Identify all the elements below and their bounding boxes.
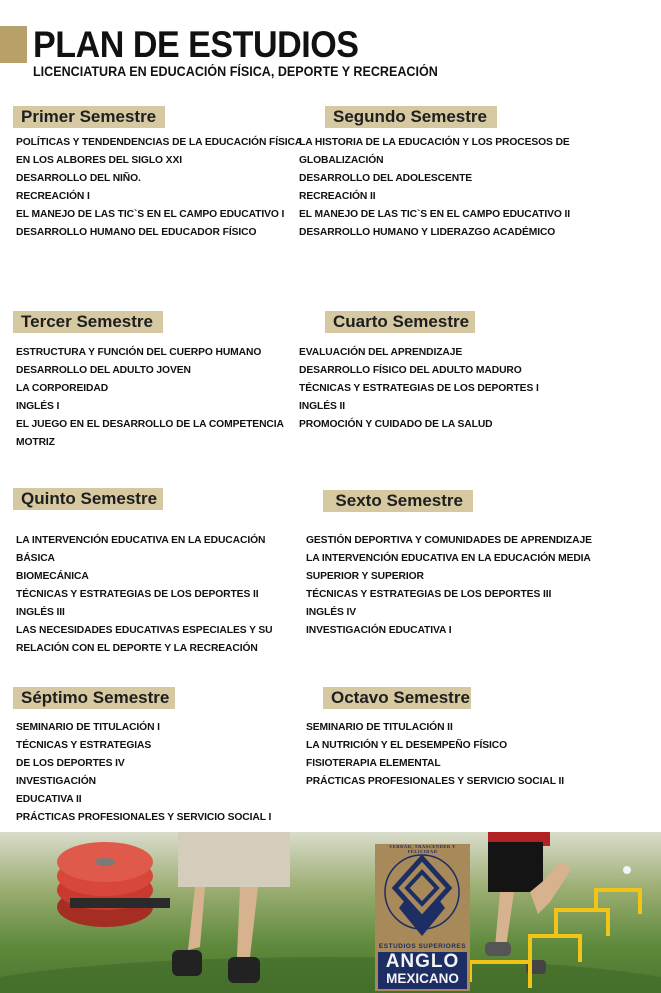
course-item: BÁSICA: [16, 553, 55, 564]
semester-course-list-2: [299, 134, 570, 242]
semester-title: Cuarto Semestre: [325, 311, 475, 333]
semester-course-list-7: [16, 719, 271, 827]
semester-label-5: [13, 488, 163, 510]
course-item: PRÁCTICAS PROFESIONALES Y SERVICIO SOCIAL II: [306, 776, 565, 787]
semester-title: Tercer Semestre: [13, 311, 163, 333]
course-item: TÉCNICAS Y ESTRATEGIAS: [16, 740, 152, 751]
anglo-mexicano-logo: [375, 844, 470, 991]
course-item: POLÍTICAS Y TENDENDENCIAS DE LA EDUCACIÓN FÍSICA: [16, 137, 303, 148]
course-item: SEMINARIO DE TITULACIÓN II: [306, 722, 453, 733]
course-item: INGLÉS I: [16, 401, 60, 412]
semester-course-list-4: [299, 344, 539, 434]
course-item: DE LOS DEPORTES IV: [16, 758, 125, 769]
course-item: LA INTERVENCIÓN EDUCATIVA EN LA EDUCACIÓN: [16, 535, 266, 546]
course-item: INGLÉS II: [299, 401, 346, 412]
training-scene-illustration: [0, 832, 661, 993]
course-item: LA CORPOREIDAD: [16, 383, 109, 394]
course-item: DESARROLLO DEL NIÑO.: [16, 173, 141, 184]
semester-title: Quinto Semestre: [13, 488, 163, 510]
course-item: EL JUEGO EN EL DESARROLLO DE LA COMPETENCIA: [16, 419, 284, 430]
semester-label-6: [323, 490, 473, 512]
semester-label-4: [325, 311, 475, 333]
course-item: EVALUACIÓN DEL APRENDIZAJE: [299, 347, 463, 358]
course-item: PROMOCIÓN Y CUIDADO DE LA SALUD: [299, 419, 493, 430]
course-item: INVESTIGACIÓN EDUCATIVA I: [306, 625, 452, 636]
course-item: TÉCNICAS Y ESTRATEGIAS DE LOS DEPORTES II: [16, 589, 259, 600]
sports-training-photo: [0, 832, 661, 993]
course-item: EL MANEJO DE LAS TIC`S EN EL CAMPO EDUCATIVO II: [299, 209, 571, 220]
course-item: FISIOTERAPIA ELEMENTAL: [306, 758, 441, 769]
semester-label-1: [13, 106, 165, 128]
course-item: DESARROLLO DEL ADULTO JOVEN: [16, 365, 191, 376]
semester-course-list-5: [16, 532, 273, 658]
course-item: INGLÉS III: [16, 607, 65, 618]
course-item: BIOMECÁNICA: [16, 571, 89, 582]
semester-course-list-8: [306, 719, 564, 791]
course-item: MOTRIZ: [16, 437, 55, 448]
semester-label-2: [325, 106, 497, 128]
semester-title: Octavo Semestre: [323, 687, 471, 709]
semester-course-list-3: [16, 344, 284, 452]
course-item: GLOBALIZACIÓN: [299, 155, 384, 166]
course-item: LA NUTRICIÓN Y EL DESEMPEÑO FÍSICO: [306, 740, 508, 751]
semester-title: Sexto Semestre: [323, 490, 473, 512]
course-item: INVESTIGACIÓN: [16, 776, 96, 787]
semester-course-list-6: [306, 532, 592, 640]
ball-icon: [623, 866, 631, 874]
semester-label-7: [13, 687, 175, 709]
weight-plates-icon: [57, 842, 170, 927]
title-accent-bar: [0, 26, 27, 63]
course-item: DESARROLLO HUMANO Y LIDERAZGO ACADÉMICO: [299, 227, 556, 238]
page-subtitle: LICENCIATURA EN EDUCACIÓN FÍSICA, DEPORTE Y RECREACIÓN: [33, 64, 438, 79]
logo-line3: MEXICANO: [386, 971, 459, 986]
course-item: SUPERIOR Y SUPERIOR: [306, 571, 424, 582]
semester-title: Segundo Semestre: [325, 106, 497, 128]
course-item: LA INTERVENCIÓN EDUCATIVA EN LA EDUCACIÓN MEDIA: [306, 553, 591, 564]
course-item: RELACIÓN CON EL DEPORTE Y LA RECREACIÓN: [16, 643, 258, 654]
course-item: RECREACIÓN I: [16, 191, 90, 202]
semester-title: Séptimo Semestre: [13, 687, 175, 709]
course-item: LA HISTORIA DE LA EDUCACIÓN Y LOS PROCESOS DE: [299, 137, 570, 148]
semester-title: Primer Semestre: [13, 106, 165, 128]
course-item: SEMINARIO DE TITULACIÓN I: [16, 722, 160, 733]
course-item: GESTIÓN DEPORTIVA Y COMUNIDADES DE APRENDIZAJE: [306, 535, 592, 546]
semester-label-8: [323, 687, 471, 709]
course-item: DESARROLLO HUMANO DEL EDUCADOR FÍSICO: [16, 227, 257, 238]
course-item: PRÁCTICAS PROFESIONALES Y SERVICIO SOCIAL I: [16, 812, 272, 823]
semester-label-3: [13, 311, 163, 333]
logo-text-block: [378, 952, 467, 989]
course-item: TÉCNICAS Y ESTRATEGIAS DE LOS DEPORTES I: [299, 383, 539, 394]
course-item: EL MANEJO DE LAS TIC`S EN EL CAMPO EDUCATIVO I: [16, 209, 285, 220]
page-title: PLAN DE ESTUDIOS: [33, 24, 359, 65]
logo-motto: VERDAD, TRASCENDER Y FELICIDAD: [389, 844, 456, 854]
logo-line2: ANGLO: [385, 951, 460, 972]
course-item: ESTRUCTURA Y FUNCIÓN DEL CUERPO HUMANO: [16, 347, 262, 358]
course-item: LAS NECESIDADES EDUCATIVAS ESPECIALES Y SU: [16, 625, 273, 636]
course-item: RECREACIÓN II: [299, 191, 376, 202]
course-item: DESARROLLO FÍSICO DEL ADULTO MADURO: [299, 365, 522, 376]
course-item: TÉCNICAS Y ESTRATEGIAS DE LOS DEPORTES III: [306, 589, 552, 600]
logo-emblem-icon: [375, 844, 470, 949]
logo-line1: ESTUDIOS SUPERIORES: [378, 943, 467, 950]
course-item: INGLÉS IV: [306, 607, 357, 618]
course-item: EDUCATIVA II: [16, 794, 82, 805]
course-item: DESARROLLO DEL ADOLESCENTE: [299, 173, 473, 184]
semester-course-list-1: [16, 134, 302, 242]
course-item: EN LOS ALBORES DEL SIGLO XXI: [16, 155, 182, 166]
